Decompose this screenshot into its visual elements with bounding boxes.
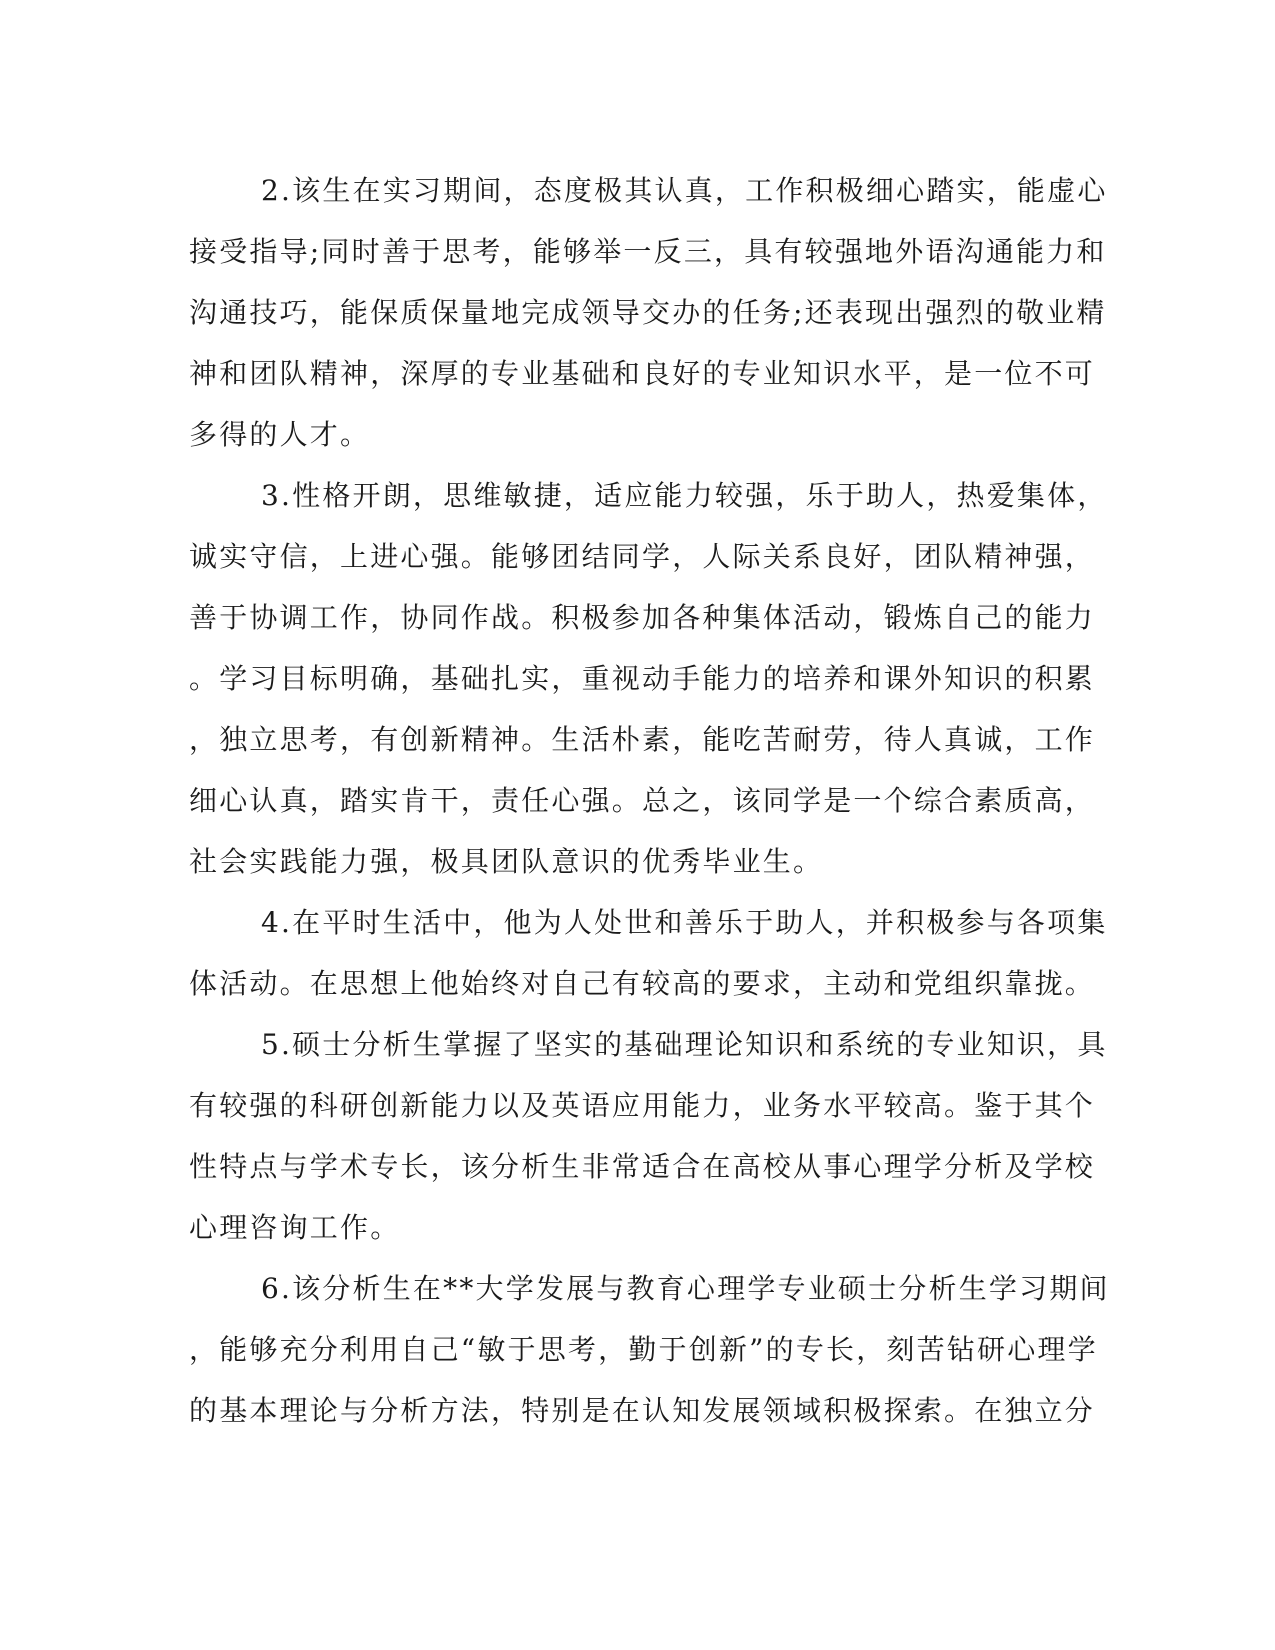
paragraph-line: 。学习目标明确，基础扎实，重视动手能力的培养和课外知识的积累: [189, 662, 1096, 695]
paragraph-4: [189, 892, 1108, 1014]
paragraph-line: 体活动。在思想上他始终对自己有较高的要求，主动和党组织靠拢。: [189, 967, 1096, 1000]
paragraph-line: 细心认真，踏实肯干，责任心强。总之，该同学是一个综合素质高，: [189, 784, 1096, 817]
paragraph-line: 3.性格开朗，思维敏捷，适应能力较强，乐于助人，热爱集体，: [261, 479, 1108, 512]
paragraph-2: [189, 160, 1108, 465]
paragraph-line: 诚实守信，上进心强。能够团结同学，人际关系良好，团队精神强，: [189, 540, 1096, 573]
paragraph-line: 5.硕士分析生掌握了坚实的基础理论知识和系统的专业知识，具: [261, 1028, 1108, 1061]
paragraph-line: 沟通技巧，能保质保量地完成领导交办的任务;还表现出强烈的敬业精: [189, 296, 1107, 329]
paragraph-5: [189, 1014, 1108, 1258]
paragraph-line: 的基本理论与分析方法，特别是在认知发展领域积极探索。在独立分: [189, 1394, 1096, 1427]
paragraph-line: 4.在平时生活中，他为人处世和善乐于助人，并积极参与各项集: [261, 906, 1108, 939]
paragraph-line: 6.该分析生在**大学发展与教育心理学专业硕士分析生学习期间: [261, 1272, 1110, 1305]
paragraph-line: ，独立思考，有创新精神。生活朴素，能吃苦耐劳，待人真诚，工作: [189, 723, 1096, 756]
paragraph-3: [189, 465, 1108, 892]
paragraph-line: ，能够充分利用自己“敏于思考，勤于创新”的专长，刻苦钻研心理学: [189, 1333, 1098, 1366]
paragraph-line: 有较强的科研创新能力以及英语应用能力，业务水平较高。鉴于其个: [189, 1089, 1096, 1122]
paragraph-line: 善于协调工作，协同作战。积极参加各种集体活动，锻炼自己的能力: [189, 601, 1096, 634]
paragraph-line: 性特点与学术专长，该分析生非常适合在高校从事心理学分析及学校: [189, 1150, 1096, 1183]
paragraph-line: 神和团队精神，深厚的专业基础和良好的专业知识水平，是一位不可: [189, 357, 1096, 390]
paragraph-line: 多得的人才。: [189, 418, 371, 451]
paragraph-6: [189, 1258, 1110, 1441]
paragraph-line: 社会实践能力强，极具团队意识的优秀毕业生。: [189, 845, 824, 878]
paragraph-line: 2.该生在实习期间，态度极其认真，工作积极细心踏实，能虚心: [261, 174, 1108, 207]
paragraph-line: 接受指导;同时善于思考，能够举一反三，具有较强地外语沟通能力和: [189, 235, 1107, 268]
document-body: [189, 160, 1110, 1441]
paragraph-line: 心理咨询工作。: [189, 1211, 401, 1244]
